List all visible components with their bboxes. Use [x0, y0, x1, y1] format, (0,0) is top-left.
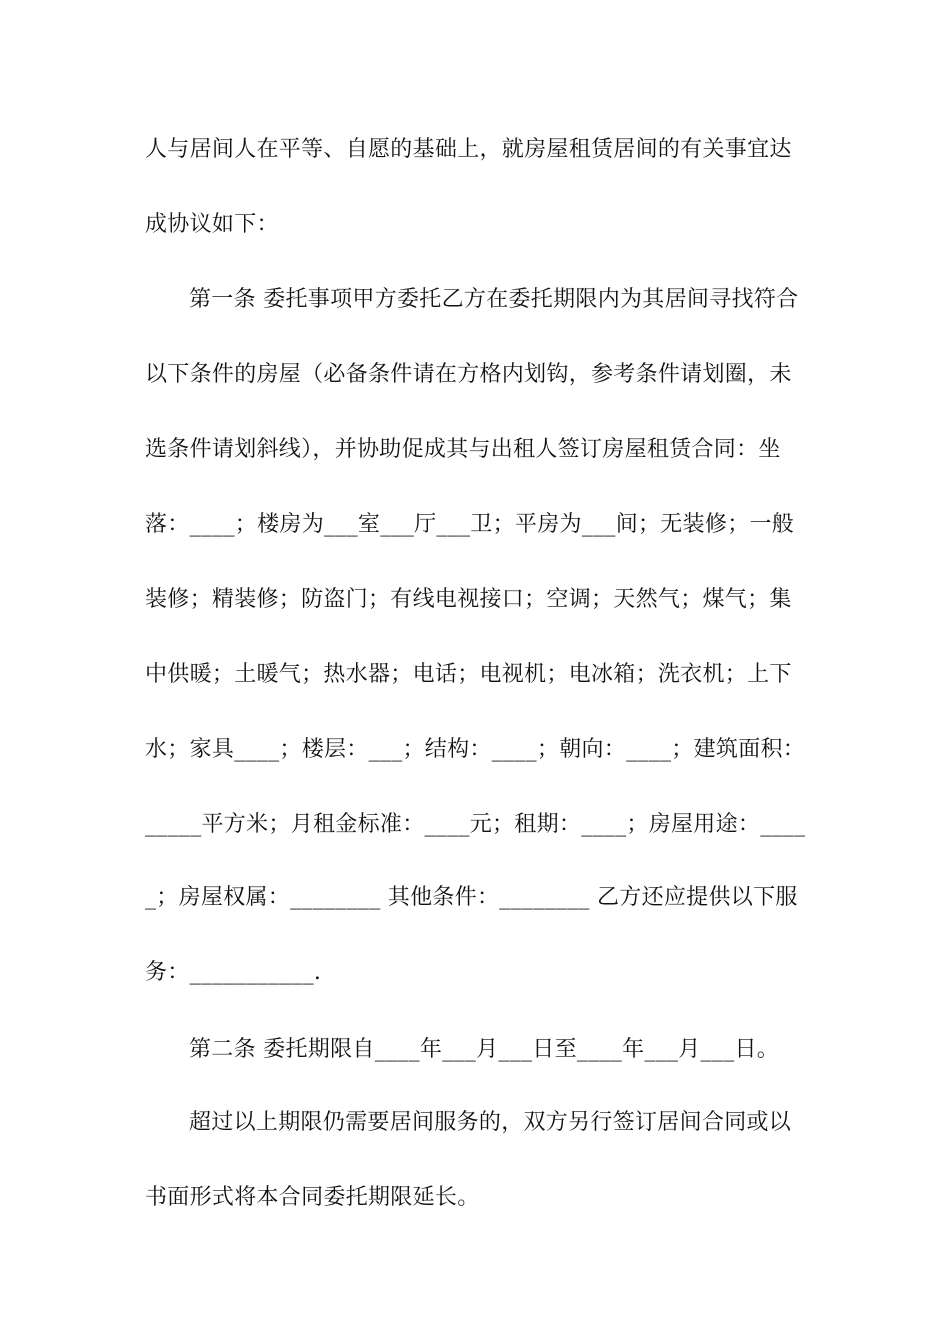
paragraph-line: 成协议如下：	[145, 212, 279, 237]
paragraph-line: 水；家具____；楼层：___；结构：____；朝向：____；建筑面积：	[145, 737, 806, 762]
paragraph-line: 以下条件的房屋（必备条件请在方格内划钩，参考条件请划圈，未	[145, 362, 792, 387]
article-1-heading-line: 第一条 委托事项甲方委托乙方在委托期限内为其居间寻找符合	[189, 287, 799, 312]
paragraph-line: 超过以上期限仍需要居间服务的，双方另行签订居间合同或以	[189, 1110, 792, 1135]
paragraph-line: 中供暖；土暖气；热水器；电话；电视机；电冰箱；洗衣机；上下	[145, 662, 792, 687]
paragraph-line: 人与居间人在平等、自愿的基础上，就房屋租赁居间的有关事宜达	[145, 137, 792, 162]
paragraph-line: 装修；精装修；防盗门；有线电视接口；空调；天然气；煤气；集	[145, 587, 792, 612]
paragraph-line: 落：____；楼房为___室___厅___卫；平房为___间；无装修；一般	[145, 512, 795, 537]
paragraph-line: 务：___________.	[145, 960, 322, 985]
article-2-heading-line: 第二条 委托期限自____年___月___日至____年___月___日。	[189, 1037, 780, 1062]
paragraph-line: 选条件请划斜线），并协助促成其与出租人签订房屋租赁合同：坐	[145, 437, 781, 462]
paragraph-line: 书面形式将本合同委托期限延长。	[145, 1185, 480, 1210]
paragraph-line: _；房屋权属：________ 其他条件：________ 乙方还应提供以下服	[145, 885, 798, 910]
paragraph-line: _____平方米；月租金标准：____元；租期：____；房屋用途：____	[145, 812, 806, 837]
